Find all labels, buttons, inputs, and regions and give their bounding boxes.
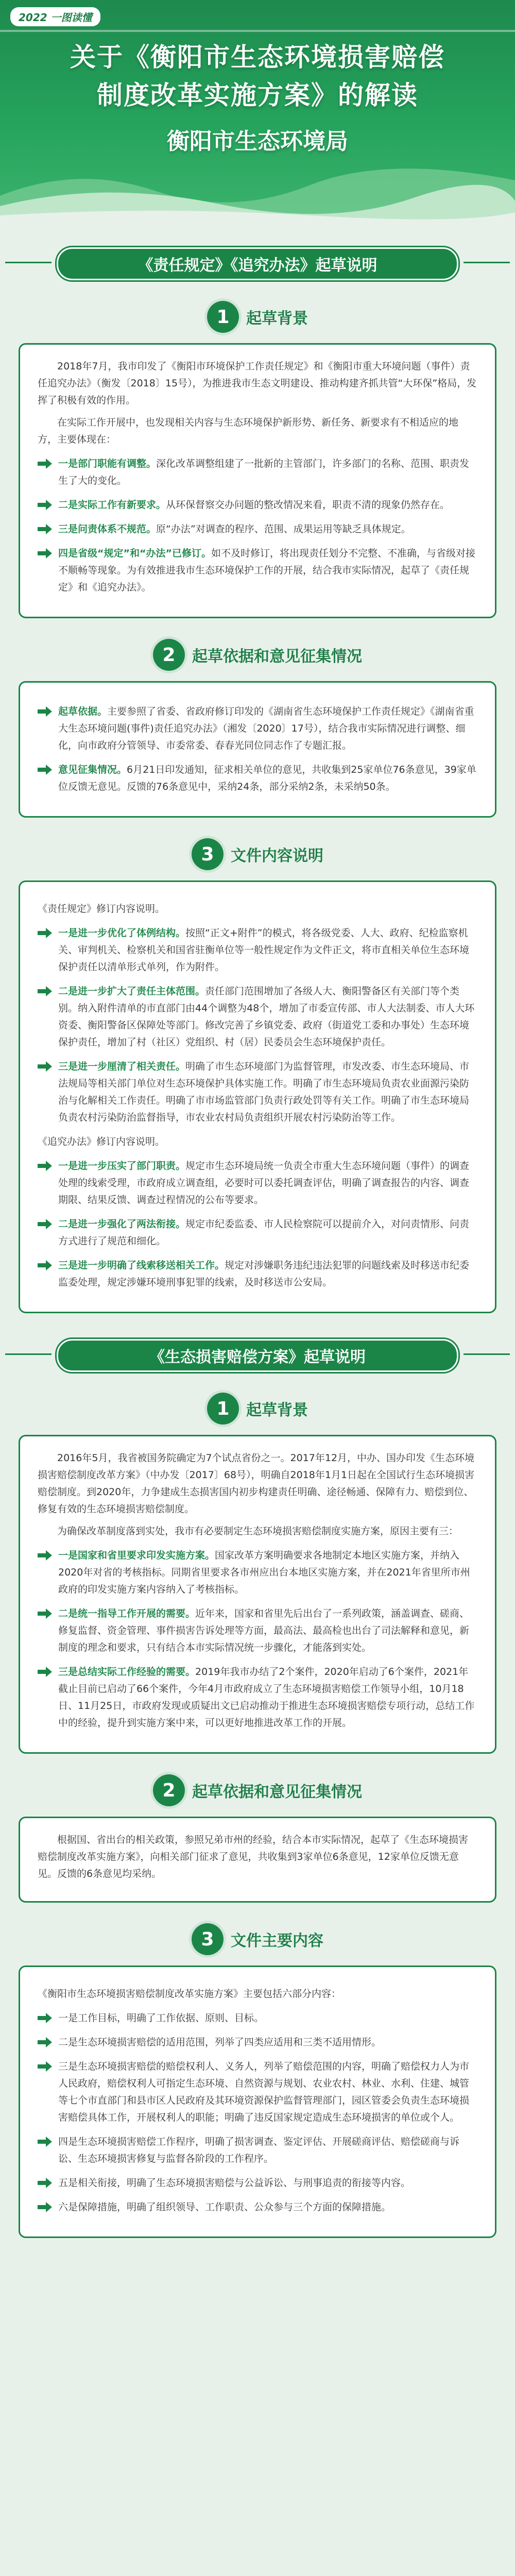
- arrow-icon: [38, 500, 52, 510]
- paragraph: 2016年5月，我省被国务院确定为7个试点省份之一。2017年12月，中办、国办印发《生态环境损害赔偿制度改革方案》（中办发〔2017〕68号），明确自2018年1月1日起在全国试行生态环境损害赔偿制度。到2020年，力争建成生态损害国内初步构建责任明确、途径畅通、保障有力、赔偿到位、修复有效的生态环境损害赔偿制度。: [38, 1452, 475, 1515]
- subhead-label: 文件主要内容: [231, 1932, 323, 1950]
- paragraph: 在实际工作开展中，也发现相关内容与生态环境保护新形势、新任务、新要求有不相适应的地方，主要体现在：: [38, 417, 459, 445]
- subhead-label: 起草依据和意见征集情况: [192, 1783, 362, 1801]
- list-item: 六是保障措施，明确了组织领导、工作职责、公众参与三个方面的保障措施。: [38, 2199, 477, 2216]
- paragraph: 2018年7月，我市印发了《衡阳市环境保护工作责任规定》和《衡阳市重大环境问题（事件）责任追究办法》（衡发〔2018〕15号），为推进我市生态文明建设、推动构建齐抓共管“大环保”格局，发挥了积极有效的作用。: [38, 361, 477, 406]
- arrow-icon: [38, 2061, 52, 2072]
- list-item: 二是生态环境损害赔偿的适用范围，列举了四类应适用和三类不适用情形。: [38, 2034, 477, 2051]
- page-title: [0, 38, 515, 114]
- caption: 《追究办法》修订内容说明。: [38, 1136, 165, 1147]
- card-2-3: [19, 1965, 496, 2238]
- list-item: 三是进一步厘清了相关责任。明确了市生态环境部门为监督管理，市发改委、市生态环境局、市法规局等相关部门单位对生态环境保护具体实施工作。明确了市生态环境局负责农业面源污染防治与化解相关工作责任。明确了市市场监管部门负责行政处罚等有关工作。明确了市生态环境局负责农村污染防治监督指导，市农业农村局负责组织开展农村污染防治等工作。: [38, 1058, 477, 1126]
- arrow-icon: [38, 2137, 52, 2147]
- number-badge: 2: [153, 1774, 185, 1806]
- number-badge: 1: [207, 1393, 239, 1425]
- org-name: 衡阳市生态环境局: [167, 128, 348, 155]
- list-item: 一是进一步优化了体例结构。按照“正文+附件”的模式，将各级党委、人大、政府、纪检监察机关、审判机关、检察机关和国省驻衡单位等一般性规定作为文件正文，将市直相关单位生态环境保护责任以清单形式单列，作为附件。: [38, 925, 477, 976]
- arrow-icon: [38, 1608, 52, 1619]
- arrow-icon: [38, 1550, 52, 1561]
- header: [0, 0, 515, 222]
- caption: 《责任规定》修订内容说明。: [38, 903, 165, 914]
- arrow-icon: [38, 2013, 52, 2023]
- header-badge: 2022 一图读懂: [10, 7, 100, 26]
- arrow-icon: [38, 2178, 52, 2188]
- list-item: 三是总结实际工作经验的需要。2019年我市办结了2个案件，2020年启动了6个案件，2021年截止目前已启动了66个案件，今年4月市政府成立了生态环境损害赔偿工作领导小组，10月18日、11月25日，市政府发现或质疑出文已启动推动于推进生态环境损害赔偿专项行动，总结工作中的经验，提升到实施方案中来，可以更好地推进改革工作的开展。: [38, 1664, 477, 1732]
- title-line-2: 制度改革实施方案》的解读: [97, 80, 418, 110]
- number-badge: 2: [153, 639, 185, 671]
- list-item: 一是进一步压实了部门职责。规定市生态环境局统一负责全市重大生态环境问题（事件）的调查处理的线索受理，市政府成立调查组，必要时可以委托调查评估，明确了调查报告的内容、调查期限、结果反馈、调查过程情况的公布等要求。: [38, 1158, 477, 1209]
- card-1-3: [19, 880, 496, 1313]
- section-banner-2: [0, 1336, 515, 1372]
- list-item: 二是统一指导工作开展的需要。近年来，国家和省里先后出台了一系列政策，涵盖调查、磋商、修复监督、资金管理、事件损害告诉处理等方面，最高法、最高检也出台了司法解释和意见，新制度的理念和要求，只有结合本市实际情况统一步骤化，才能落到实处。: [38, 1605, 477, 1656]
- card-1-1: [19, 343, 496, 618]
- list-item: 四是生态环境损害赔偿工作程序，明确了损害调查、鉴定评估、开展磋商评估、赔偿磋商与诉讼、生态环境损害修复与监督各阶段的工作程序。: [38, 2133, 477, 2167]
- arrow-icon: [38, 459, 52, 469]
- card-1-2: [19, 681, 496, 818]
- subhead-label: 文件内容说明: [231, 847, 323, 865]
- section-banner-1: [0, 244, 515, 280]
- list-item: 三是进一步明确了线索移送相关工作。规定对涉嫌职务违纪违法犯罪的问题线索及时移送市纪委监委处理，规定涉嫌环境刑事犯罪的线索，及时移送市公安局。: [38, 1257, 477, 1291]
- subhead-label: 起草依据和意见征集情况: [192, 648, 362, 666]
- list-item: 四是省级“规定”和“办法”已修订。如不及时修订，将出现责任划分不完整、不准确，与省级对接不顺畅等现象。为有效推进我市生态环境保护工作的开展，结合我市实际情况，起草了《责任规定》和《追究办法》。: [38, 545, 477, 596]
- list-item: 三是问责体系不规范。原“办法”对调查的程序、范围、成果运用等缺乏具体规定。: [38, 521, 477, 538]
- hills-decoration: [0, 155, 515, 222]
- arrow-icon: [38, 1161, 52, 1171]
- list-item: 二是进一步强化了两法衔接。规定市纪委监委、市人民检察院可以提前介入，对问责情形、问责方式进行了规范和细化。: [38, 1216, 477, 1250]
- number-badge: 3: [192, 838, 224, 870]
- subhead-label: 起草背景: [246, 310, 308, 328]
- list-item: 一是部门职能有调整。深化改革调整组建了一批新的主管部门，许多部门的名称、范围、职责发生了大的变化。: [38, 455, 477, 489]
- arrow-icon: [38, 1219, 52, 1229]
- arrow-icon: [38, 2037, 52, 2047]
- number-badge: 1: [207, 301, 239, 333]
- header-rule: [0, 30, 515, 32]
- caption: 《衡阳市生态环境损害赔偿制度改革实施方案》主要包括六部分内容：: [38, 1988, 341, 1999]
- section-banner-2-label: 《生态损害赔偿方案》起草说明: [57, 1339, 458, 1372]
- arrow-icon: [38, 524, 52, 534]
- list-item: 二是实际工作有新要求。从环保督察交办问题的整改情况来看，职责不清的现象仍然存在。: [38, 497, 477, 514]
- list-item: 起草依据。主要参照了省委、省政府修订印发的《湖南省生态环境保护工作责任规定》《湖南省重大生态环境问题(事件)责任追究办法》（湘发〔2020〕17号），结合我市实际情况进行调整、细化，向市政府分管领导、市委常委、春春光同位同志作了专题汇报。: [38, 703, 477, 754]
- subhead-2-2: [0, 1774, 515, 1806]
- number-badge: 3: [192, 1923, 224, 1955]
- card-2-1: [19, 1435, 496, 1754]
- section-banner-1-label: 《责任规定》《追究办法》起草说明: [57, 247, 458, 280]
- subhead-2-1: [0, 1393, 515, 1425]
- card-2-2: [19, 1817, 496, 1903]
- paragraph: 为确保改革制度落到实处，我市有必要制定生态环境损害赔偿制度实施方案，原因主要有三：: [57, 1526, 459, 1537]
- subhead-1-3: [0, 838, 515, 870]
- list-item: 二是进一步扩大了责任主体范围。责任部门范围增加了各级人大、衡阳警备区有关部门等个类别。纳入附件清单的市直部门由44个调整为48个，增加了市委宣传部、市人大法制委、市人大环资委、衡阳警备区保障处等部门。修改完善了乡镇党委、政府（街道党工委和办事处）生态环境保护责任，增加了村（社区）党组织、村（居）民委员会生态环境保护责任。: [38, 983, 477, 1051]
- arrow-icon: [38, 765, 52, 775]
- arrow-icon: [38, 1061, 52, 1072]
- arrow-icon: [38, 548, 52, 558]
- subhead-1-1: [0, 301, 515, 333]
- arrow-icon: [38, 2202, 52, 2212]
- list-item: 三是生态环境损害赔偿的赔偿权利人、义务人，列举了赔偿范围的内容，明确了赔偿权力人为市人民政府，赔偿权利人可指定生态环境、自然资源与规划、农业农村、林业、水利、住建、城管等七个市直部门和县市区人民政府及其环境资源保护监督管理部门，园区管委会负责生态环境损害赔偿具体工作，开展权利人的职能；明确了违反国家规定造成生态环境损害的单位或个人。: [38, 2058, 477, 2126]
- list-item: 一是工作目标，明确了工作依据、原则、目标。: [38, 2010, 477, 2027]
- arrow-icon: [38, 1667, 52, 1677]
- arrow-icon: [38, 1260, 52, 1270]
- subhead-2-3: [0, 1923, 515, 1955]
- title-line-1: 关于《衡阳市生态环境损害赔偿: [70, 42, 445, 72]
- arrow-icon: [38, 986, 52, 996]
- list-item: 一是国家和省里要求印发实施方案。国家改革方案明确要求各地制定本地区实施方案，并纳入2020年对省的考核指标。同期省里要求各市州应出台本地区实施方案，并在2021年省里所市州政府的印发实施方案内容纳入了考核指标。: [38, 1547, 477, 1598]
- arrow-icon: [38, 706, 52, 717]
- subhead-label: 起草背景: [246, 1401, 308, 1419]
- list-item: 五是相关衔接，明确了生态环境损害赔偿与公益诉讼、与刑事追责的衔接等内容。: [38, 2175, 477, 2192]
- subhead-1-2: [0, 639, 515, 671]
- arrow-icon: [38, 928, 52, 938]
- paragraph: 根据国、省出台的相关政策，参照兄弟市州的经验，结合本市实际情况，起草了《生态环境损害赔偿制度改革实施方案》，向相关部门征求了意见，共收集到3家单位6条意见，12家单位反馈无意见。反馈的6条意见均采纳。: [38, 1834, 469, 1879]
- list-item: 意见征集情况。6月21日印发通知，征求相关单位的意见，共收集到25家单位76条意见，39家单位反馈无意见。反馈的76条意见中，采纳24条，部分采纳2条，未采纳50条。: [38, 761, 477, 795]
